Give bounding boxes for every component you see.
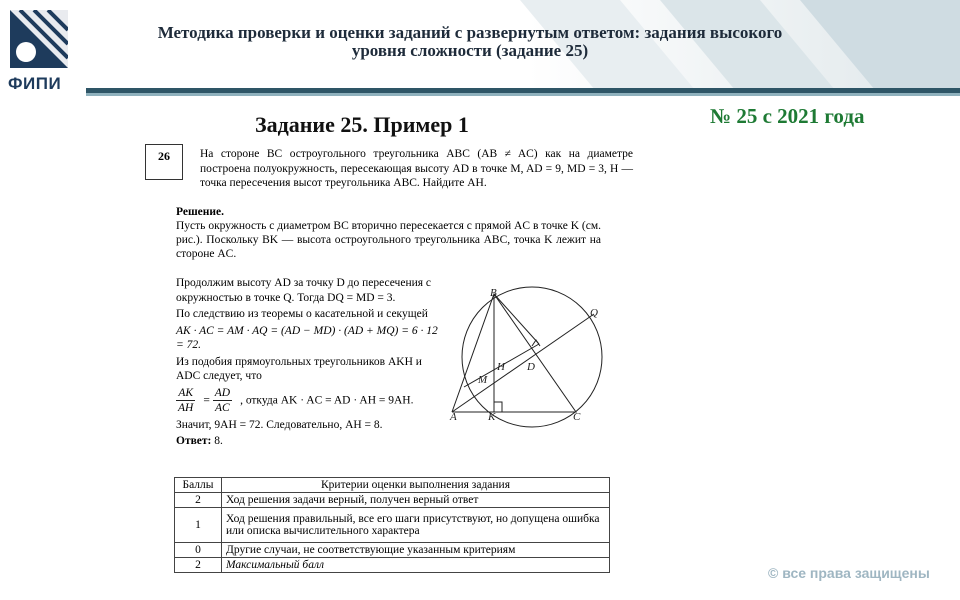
solution-fraction-line (176, 386, 441, 416)
geometry-figure (444, 284, 614, 434)
figure-label-k: K (488, 411, 496, 423)
criteria-cell: Ход решения задачи верный, получен верный ответ (222, 493, 610, 508)
page-title: Методика проверки и оценки заданий с развернутым ответом: задания высокого уровня сложности (задание 25) (157, 23, 783, 60)
score-cell: 0 (175, 543, 222, 558)
criteria-cell: Максимальный балл (222, 558, 610, 573)
header-rule-light (86, 93, 960, 96)
logo-mark (10, 10, 68, 68)
solution-equation: AK · AC = AM · AQ = (AD − MD) · (AD + MQ) = 6 · 12 = 72. (176, 324, 438, 351)
figure-label-c: C (573, 411, 581, 423)
solution-step: , откуда AK · AC = AD · AH = 9AH. (240, 394, 414, 407)
solution-step: Из подобия прямоугольных треугольников AKH и ADC следует, что (176, 355, 422, 382)
equals-sign: = (203, 394, 210, 407)
criteria-table (174, 477, 610, 573)
task-statement: На стороне BC остроугольного треугольника ABC (AB ≠ AC) как на диаметре построена полуокружность, пересекающая высоту AD в точке M, AD = 9, MD = 3, H — точка пересечения высот треугольника ABC. Найдите AH. (200, 148, 633, 189)
figure-label-d: D (527, 361, 535, 373)
figure-label-b: B (490, 287, 497, 299)
figure-label-m: M (478, 374, 488, 386)
slide-subtitle: Задание 25. Пример 1 (255, 112, 469, 137)
table-row (175, 558, 610, 573)
table-row (175, 508, 610, 543)
solution-heading: Решение. (176, 206, 225, 218)
task-number: 26 (145, 144, 183, 180)
logo-text: ФИПИ (8, 74, 62, 93)
figure-label-h: H (497, 361, 505, 373)
figure-label-q: Q (590, 307, 598, 319)
solution-intro (176, 205, 601, 261)
solution-step: По следствию из теоремы о касательной и секущей (176, 308, 428, 320)
table-row (175, 493, 610, 508)
solution-step: Значит, 9AH = 72. Следовательно, AH = 8. (176, 418, 383, 431)
solution-step: Продолжим высоту AD за точку D до пересечения с окружностью в точке Q. Тогда DQ = MD = 3. (176, 277, 432, 304)
table-row (175, 543, 610, 558)
fipi-logo (0, 0, 86, 100)
criteria-header-row (175, 478, 610, 493)
solution-steps (176, 276, 441, 451)
figure-label-a: A (450, 411, 457, 423)
score-cell: 2 (175, 558, 222, 573)
fraction-ak-ah: $\frac{AK}{AH}$ (178, 386, 194, 414)
criteria-col-text: Критерии оценки выполнения задания (222, 478, 610, 493)
criteria-cell: Другие случаи, не соответствующие указанным критериям (222, 543, 610, 558)
fraction-ad-ac: $\frac{AD}{AC}$ (214, 386, 231, 414)
answer-value: 8. (214, 435, 223, 447)
criteria-col-score: Баллы (175, 478, 222, 493)
solution-paragraph: Пусть окружность с диаметром BC вторично пересекается с прямой AC в точке K (см. рис.). Поскольку BK — высота остроугольного треугольника ABC, точка K лежит на стороне AC. (176, 220, 601, 260)
score-cell: 2 (175, 493, 222, 508)
copyright-notice: © все права защищены (768, 565, 930, 581)
answer-line (176, 434, 441, 449)
score-cell: 1 (175, 508, 222, 543)
criteria-cell: Ход решения правильный, все его шаги присутствуют, но допущена ошибка или описка вычислительного характера (222, 508, 610, 543)
answer-label: Ответ: (176, 435, 212, 447)
task-since-note: № 25 с 2021 года (710, 104, 865, 128)
